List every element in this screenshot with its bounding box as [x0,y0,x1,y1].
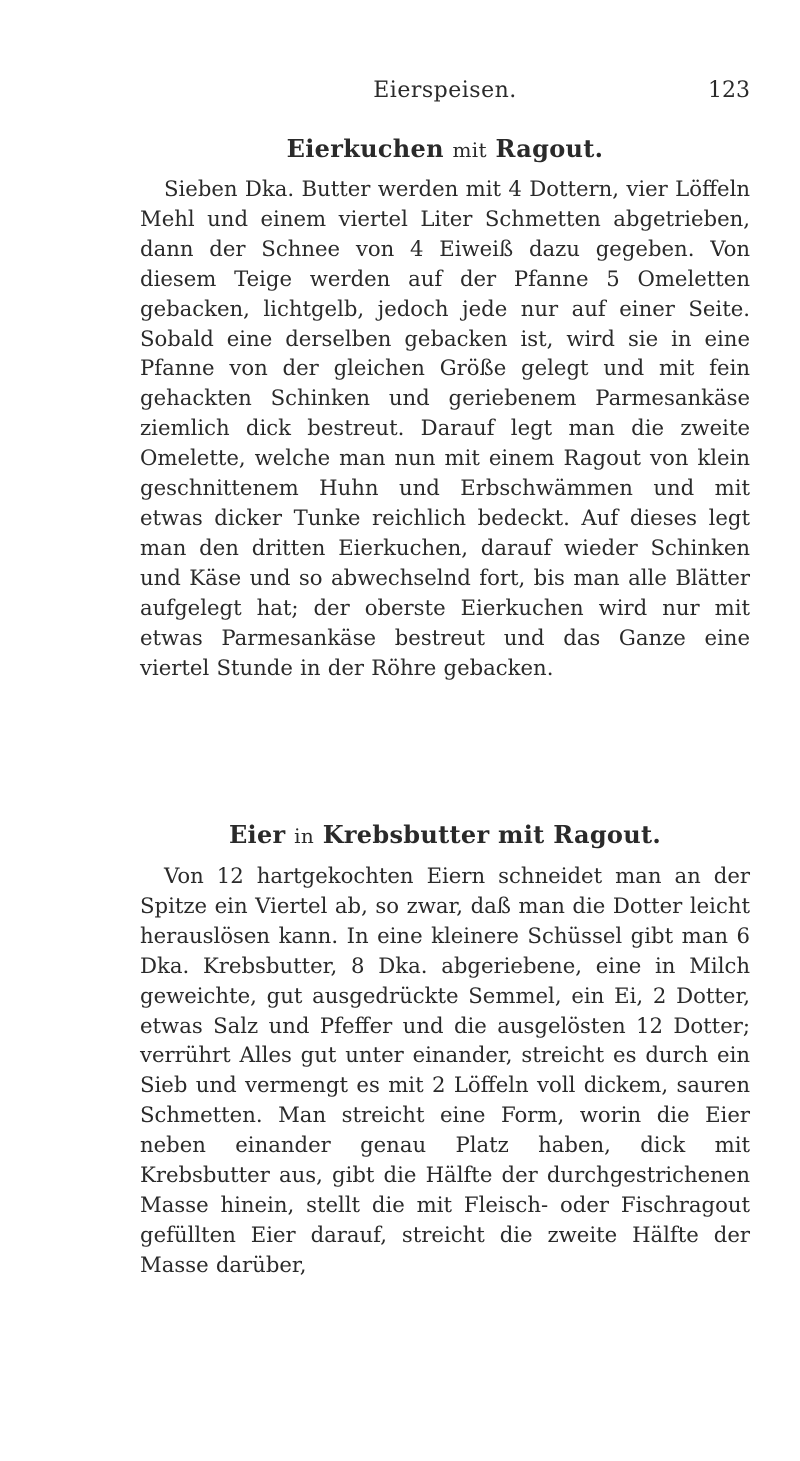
heading-end: Ragout. [495,134,604,163]
heading-end: Krebsbutter mit Ragout. [322,820,662,849]
recipe-heading-eierkuchen [140,134,750,163]
page-number: 123 [708,78,750,103]
recipe-heading-eier-in-krebsbutter [140,820,750,849]
heading-main: Eier [228,820,286,849]
running-title: Eierspeisen. [373,78,517,103]
heading-main: Eierkuchen [286,134,444,163]
recipe-text-eierkuchen: Sieben Dka. Butter werden mit 4 Dottern, vier Löffeln Mehl und einem viertel Liter Schmetten abgetrieben, dann der Schnee von 4 Eiweiß dazu gegeben. Von diesem Teige werden auf der Pfanne 5 Omeletten gebacken, lichtgelb, jedoch jede nur auf einer Seite. Sobald eine derselben gebacken ist, wird sie in eine Pfanne von der gleichen Größe gelegt und mit fein gehackten Schinken und geriebenem Parmesankäse ziemlich dick bestreut. Darauf legt man die zweite Omelette, welche man nun mit einem Ragout von klein geschnittenem Huhn und Erbschwämmen und mit etwas dicker Tunke reichlich bedeckt. Auf dieses legt man den dritten Eierkuchen, darauf wieder Schinken und Käse und so abwechselnd fort, bis man alle Blätter aufgelegt hat; der oberste Eierkuchen wird nur mit etwas Parmesankäse bestreut und das Ganze eine viertel Stunde in der Röhre gebacken. [140,176,750,680]
heading-connector: mit [452,138,487,162]
heading-connector: in [294,824,315,848]
recipe-text-eier-in-krebsbutter: Von 12 hartgekochten Eiern schneidet man an der Spitze ein Viertel ab, so zwar, daß man die Dotter leicht herauslösen kann. In eine kleinere Schüssel gibt man 6 Dka. Krebsbutter, 8 Dka. abgeriebene, eine in Milch geweichte, gut ausgedrückte Semmel, ein Ei, 2 Dotter, etwas Salz und Pfeffer und die ausgelösten 12 Dotter; verrührt Alles gut unter einander, streicht es durch ein Sieb und vermengt es mit 2 Löffeln voll dickem, sauren Schmetten. Man streicht eine Form, worin die Eier neben einander genau Platz haben, dick mit Krebsbutter aus, gibt die Hälfte der durchgestrichenen Masse hinein, stellt die mit Fleisch- oder Fischragout gefüllten Eier darauf, streicht die zweite Hälfte der Masse darüber, [140,863,750,1277]
running-header [140,78,750,110]
